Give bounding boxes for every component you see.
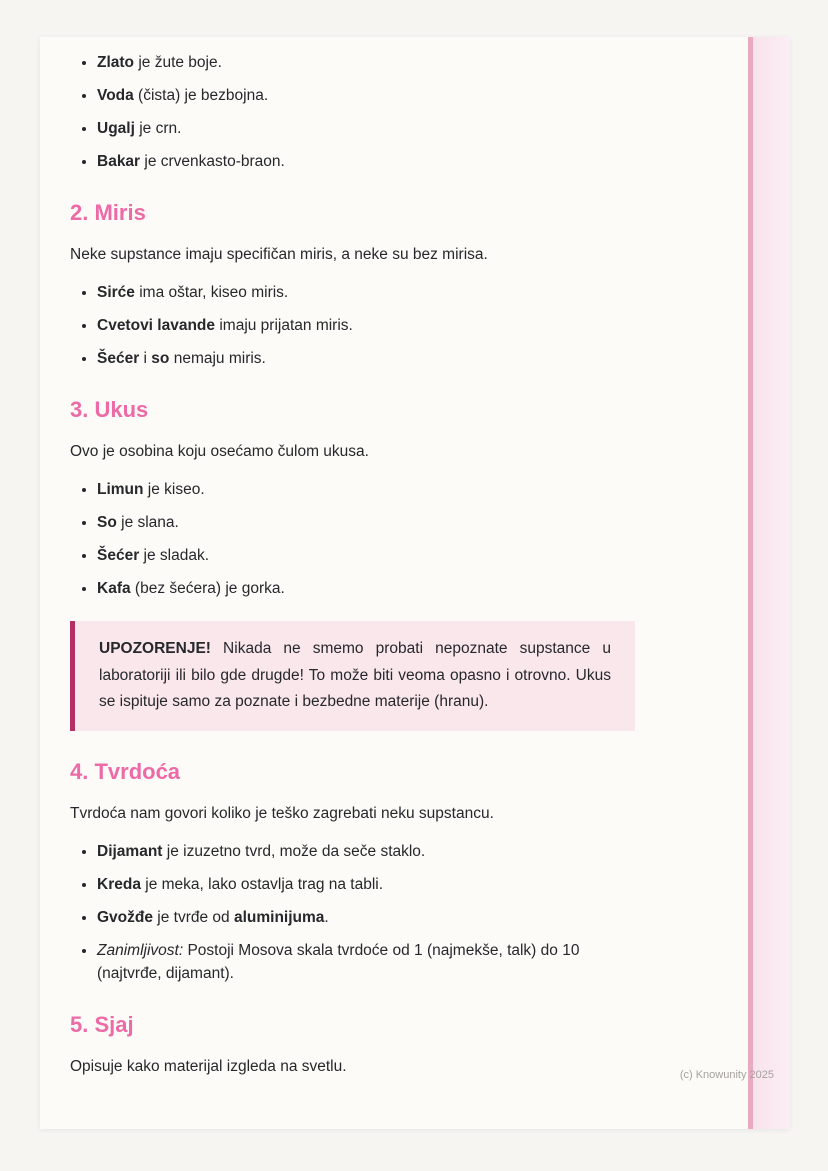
text: i [139,350,152,367]
bold-text: aluminijuma [233,908,325,926]
list-item [97,906,636,929]
smell-examples-list [70,281,636,370]
section-heading-ukus: 3. Ukus [70,397,149,422]
text: je sladak. [139,547,210,564]
bold-text: Šećer [97,547,140,564]
text: je crvenkasto-braon. [140,153,285,170]
list-item [97,840,636,863]
text: je meka, lako ostavlja trag na tabli. [140,875,384,893]
page-edge-accent-fill [753,37,790,1129]
section-heading-tvrdoca: 4. Tvrdoća [70,758,181,784]
text: je kiseo. [143,481,205,498]
text: je žute boje. [134,54,222,71]
bold-text: so [151,350,170,367]
bold-text: Zlato [97,54,135,71]
italic-text: Zanimljivost: [97,941,184,959]
section-miris [70,200,636,370]
text: . [324,908,329,926]
list-item [97,544,636,567]
text: nemaju miris. [169,350,266,367]
bold-text: Gvožđe [97,908,153,926]
list-item [97,150,636,173]
text: je izuzetno tvrd, može da seče staklo. [162,842,426,860]
section-sjaj [70,1012,636,1078]
list-item [97,84,636,107]
list-item [97,51,636,74]
list-item [97,314,636,337]
section-paragraph-sjaj: Opisuje kako materijal izgleda na svetlu. [70,1057,347,1075]
bold-text: Kafa [97,580,131,597]
list-item [97,939,636,985]
bold-text: Bakar [97,153,141,170]
warning-callout [70,621,635,731]
list-item [97,347,636,370]
text: je slana. [116,514,179,531]
list-item [97,117,636,140]
page-content [70,41,636,1093]
list-item [97,577,636,600]
text: ima oštar, kiseo miris. [134,284,289,301]
bold-text: Limun [97,481,144,498]
text: je crn. [134,120,182,137]
document-page [40,37,790,1129]
list-item [97,478,636,501]
section-paragraph-tvrdoca: Tvrdoća nam govori koliko je teško zagrebati neku supstancu. [70,804,494,822]
copyright-footer: (c) Knowunity 2025 [679,1069,774,1081]
section-paragraph-miris: Neke supstance imaju specifičan miris, a neke su bez mirisa. [70,246,488,263]
bold-text: Dijamant [97,842,163,860]
color-examples-list [70,51,636,173]
text: (čista) je bezbojna. [133,87,269,104]
bold-text: Voda [97,87,134,104]
taste-examples-list [70,478,636,600]
section-ukus [70,397,636,600]
list-item [97,511,636,534]
section-tvrdoca [70,759,636,985]
bold-text: Ugalj [97,120,135,137]
section-heading-miris: 2. Miris [70,200,146,225]
section-paragraph-ukus: Ovo je osobina koju osećamo čulom ukusa. [70,443,369,460]
text: imaju prijatan miris. [215,317,353,334]
bold-text: Sirće [97,284,135,301]
text: je tvrđe od [152,908,234,926]
bold-text: UPOZORENJE! [99,640,211,657]
bold-text: So [97,514,117,531]
text: (bez šećera) je gorka. [130,580,285,597]
bold-text: Cvetovi lavande [97,317,216,334]
list-item [97,873,636,896]
section-heading-sjaj: 5. Sjaj [70,1011,134,1037]
bold-text: Šećer [97,350,140,367]
bold-text: Kreda [97,875,141,893]
text: Nikada ne smemo probati nepoznate supstance u laboratoriji ili bilo gde drugde! To može biti veoma opasno i otrovno. Ukus se ispituje samo za poznate i bezbedne materije (hranu). [99,640,611,710]
text: Postoji Mosova skala tvrdoće od 1 (najmekše, talk) do 10 (najtvrđe, dijamant). [97,941,580,982]
list-item [97,281,636,304]
hardness-examples-list [70,840,636,985]
